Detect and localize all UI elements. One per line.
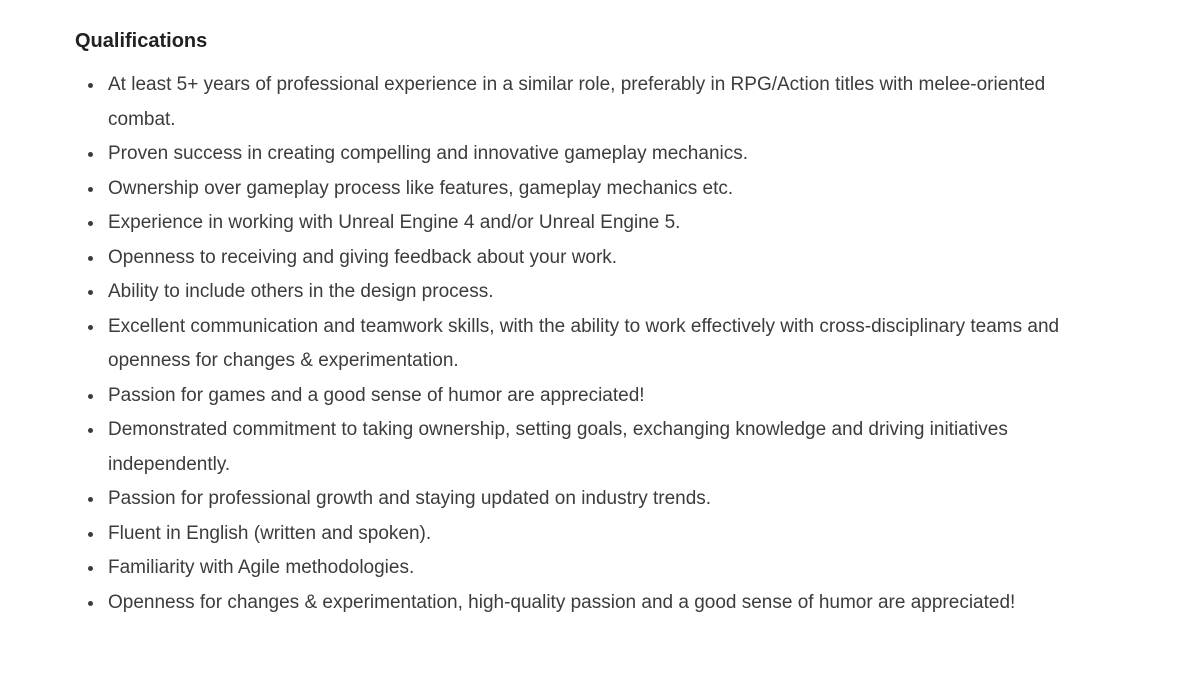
qualification-text: Experience in working with Unreal Engine 4 and/or Unreal Engine 5. xyxy=(108,212,681,233)
qualification-text: Proven success in creating compelling and innovative gameplay mechanics. xyxy=(108,143,749,164)
bullet-icon xyxy=(88,187,93,192)
bullet-icon xyxy=(88,601,93,606)
bullet-icon xyxy=(88,152,93,157)
bullet-icon xyxy=(88,256,93,261)
section-heading: Qualifications xyxy=(75,30,208,52)
qualification-item xyxy=(75,517,1085,552)
qualification-text: Excellent communication and teamwork skills, with the ability to work effectively with cross-disciplinary teams and openness for changes & experimentation. xyxy=(108,315,1060,371)
bullet-icon xyxy=(88,532,93,537)
bullet-icon xyxy=(88,566,93,571)
qualification-item xyxy=(75,310,1085,379)
qualification-item xyxy=(75,68,1085,137)
qualification-item xyxy=(75,275,1085,310)
bullet-icon xyxy=(88,221,93,226)
qualification-text: At least 5+ years of professional experience in a similar role, preferably in RPG/Action titles with melee-oriented combat. xyxy=(108,74,1046,130)
bullet-icon xyxy=(88,428,93,433)
qualification-text: Openness for changes & experimentation, high-quality passion and a good sense of humor are appreciated! xyxy=(108,591,1016,613)
qualification-item xyxy=(75,172,1085,207)
qualification-item xyxy=(75,137,1085,172)
qualification-item xyxy=(75,551,1085,586)
qualification-text: Ownership over gameplay process like features, gameplay mechanics etc. xyxy=(108,177,734,199)
qualification-text: Passion for professional growth and staying updated on industry trends. xyxy=(108,488,712,509)
qualification-item xyxy=(75,586,1085,621)
qualification-text: Fluent in English (written and spoken). xyxy=(108,522,432,544)
qualifications-list xyxy=(75,68,1085,620)
bullet-icon xyxy=(88,325,93,330)
qualification-item xyxy=(75,413,1085,482)
qualification-text: Ability to include others in the design process. xyxy=(108,281,494,302)
qualification-text: Demonstrated commitment to taking ownership, setting goals, exchanging knowledge and driving initiatives independently. xyxy=(108,419,1008,475)
qualification-text: Familiarity with Agile methodologies. xyxy=(108,557,415,578)
qualification-text: Passion for games and a good sense of humor are appreciated! xyxy=(108,384,645,406)
qualification-item xyxy=(75,241,1085,276)
bullet-icon xyxy=(88,497,93,502)
qualification-item xyxy=(75,206,1085,241)
qualification-item xyxy=(75,482,1085,517)
bullet-icon xyxy=(88,83,93,88)
qualification-text: Openness to receiving and giving feedback about your work. xyxy=(108,246,618,268)
bullet-icon xyxy=(88,394,93,399)
qualification-item xyxy=(75,379,1085,414)
bullet-icon xyxy=(88,290,93,295)
